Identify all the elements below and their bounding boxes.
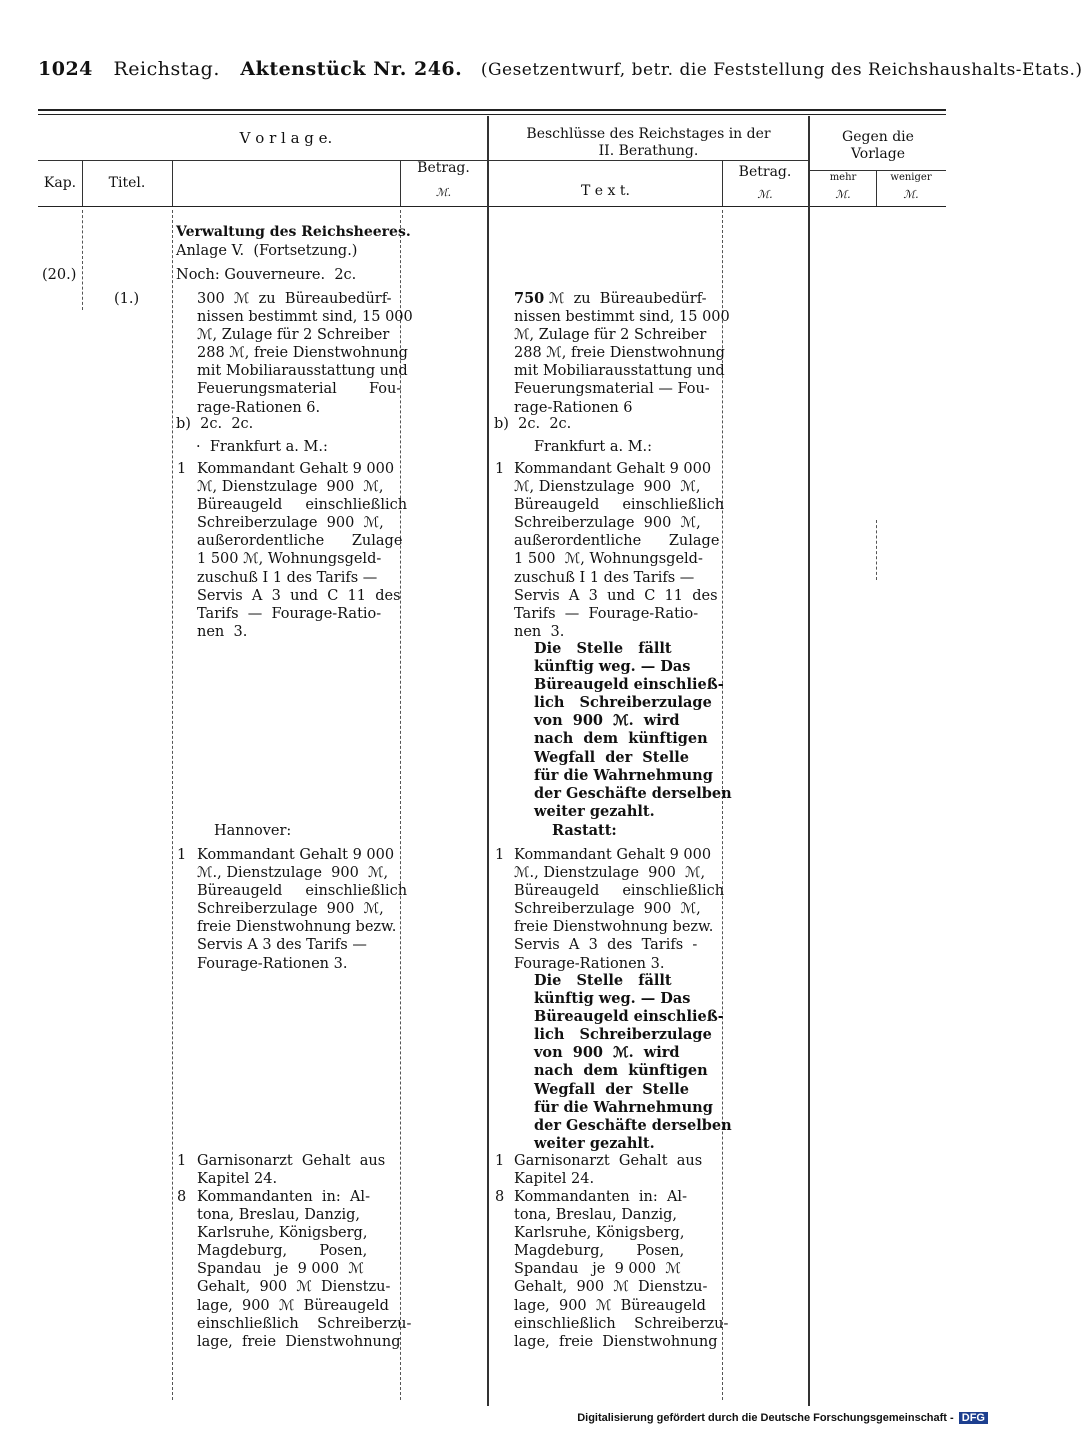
col-weniger: weniger bbox=[890, 172, 932, 183]
col-beschluesse: Beschlüsse des Reichstages in der II. Berathung. bbox=[526, 126, 771, 159]
divider-gegen bbox=[808, 116, 810, 1406]
col-betrag-right: Betrag. bbox=[738, 164, 792, 180]
right-kommandanten-text: Kommandanten in: Al- tona, Breslau, Danzig, Karlsruhe, Königsberg, Magdeburg, Posen, Spandau je 9 000 ℳ Gehalt, 900 ℳ Dienstzu- lage, 900 ℳ Büreaugeld einschließlich Schreiberzu- lage, freie Dienstwohnung bbox=[514, 1189, 729, 1350]
dfg-logo: DFG bbox=[959, 1412, 988, 1424]
left-frankfurt-text: Kommandant Gehalt 9 000 ℳ, Dienstzulage 900 ℳ, Büreaugeld einschließlich Schreiberzulage 900 ℳ, außerordentliche Zulage 1 500 ℳ, Wohnungsgeld- zuschuß I 1 des Tarifs — Servis A 3 und C 11 des Tarifs — Fourage-Ratio- nen 3. bbox=[197, 461, 408, 640]
right-b-item: b) 2c. 2c. bbox=[494, 416, 572, 432]
left-frankfurt-count: 1 bbox=[177, 461, 187, 477]
header-subject: (Gesetzentwurf, betr. die Feststellung des Reichshaushalts-Etats.) bbox=[480, 60, 1083, 80]
col-betrag-left: Betrag. bbox=[417, 160, 470, 176]
right-rastatt-note: Die Stelle fällt künftig weg. — Das Büreaugeld einschließ- lich Schreiberzulage von 900 ℳ. wird nach dem künftigen Wegfall der Stelle für die Wahrnehmung der Geschäfte derselben weiter gezahlt. bbox=[534, 972, 732, 1152]
right-frankfurt-note: Die Stelle fällt künftig weg. — Das Büreaugeld einschließ- lich Schreiberzulage von 900 ℳ. wird nach dem künftigen Wegfall der Stelle für die Wahrnehmung der Geschäfte derselben weiter gezahlt. bbox=[534, 640, 732, 820]
right-amount-750: 750 bbox=[514, 290, 545, 307]
left-frankfurt-heading: · Frankfurt a. M.: bbox=[196, 439, 328, 455]
col-kap: Kap. bbox=[43, 175, 77, 191]
footer-credit bbox=[577, 1412, 988, 1424]
right-frankfurt-text: Kommandant Gehalt 9 000 ℳ, Dienstzulage 900 ℳ, Büreaugeld einschließlich Schreiberzulage 900 ℳ, außerordentliche Zulage 1 500 ℳ, Wohnungsgeld- zuschuß I 1 des Tarifs — Servis A 3 und C 11 des Tarifs — Fourage-Ratio- nen 3. bbox=[514, 461, 725, 640]
left-hannover-text: Kommandant Gehalt 9 000 ℳ., Dienstzulage 900 ℳ, Büreaugeld einschließlich Schreiberzulage 900 ℳ, freie Dienstwohnung bezw. Servis A 3 des Tarifs — Fourage-Rationen 3. bbox=[197, 847, 408, 972]
left-arzt-count: 1 bbox=[177, 1153, 187, 1169]
page-header bbox=[38, 58, 1083, 80]
guide-kap bbox=[82, 210, 83, 310]
left-arzt-text: Garnisonarzt Gehalt aus Kapitel 24. bbox=[197, 1153, 386, 1188]
col-text: T e x t. bbox=[581, 183, 630, 199]
col-unit-left: ℳ. bbox=[435, 186, 452, 199]
kap-number: (20.) bbox=[42, 267, 77, 283]
col-unit-mehr: ℳ. bbox=[835, 188, 851, 201]
left-hannover-heading: Hannover: bbox=[214, 823, 292, 839]
right-frankfurt-count: 1 bbox=[495, 461, 505, 477]
guide-mehr bbox=[876, 520, 877, 580]
gegen-underline bbox=[810, 170, 946, 171]
right-rastatt-count: 1 bbox=[495, 847, 505, 863]
section-title: Verwaltung des Reichsheeres. bbox=[176, 224, 411, 240]
right-paragraph-1 bbox=[514, 290, 730, 417]
col-unit-weniger: ℳ. bbox=[903, 188, 919, 201]
col-mehr: mehr bbox=[829, 172, 857, 183]
left-hannover-count: 1 bbox=[177, 847, 187, 863]
right-arzt-text: Garnisonarzt Gehalt aus Kapitel 24. bbox=[514, 1153, 703, 1188]
right-frankfurt-heading: Frankfurt a. M.: bbox=[534, 439, 653, 455]
left-paragraph-1: 300 ℳ zu Büreaubedürf- nissen bestimmt sind, 15 000 ℳ, Zulage für 2 Schreiber 288 ℳ, freie Dienstwohnung mit Mobiliarausstattung und Feuerungsmaterial Fou- rage-Rationen 6. bbox=[197, 291, 413, 416]
page-number: 1024 bbox=[38, 58, 93, 80]
header-source: Reichstag. bbox=[113, 58, 220, 80]
titel-number: (1.) bbox=[114, 291, 140, 307]
footer-text: Digitalisierung gefördert durch die Deutsche Forschungsgemeinschaft - bbox=[577, 1412, 954, 1424]
noch-gouverneure: Noch: Gouverneure. 2c. bbox=[176, 267, 357, 283]
divider-main bbox=[487, 116, 489, 1406]
divider-titel bbox=[172, 160, 173, 206]
left-kommandanten-text: Kommandanten in: Al- tona, Breslau, Danzig, Karlsruhe, Königsberg, Magdeburg, Posen, Spandau je 9 000 ℳ Gehalt, 900 ℳ Dienstzu- lage, 900 ℳ Büreaugeld einschließlich Schreiberzu- lage, freie Dienstwohnung bbox=[197, 1189, 412, 1350]
section-subtitle: Anlage V. (Fortsetzung.) bbox=[176, 243, 358, 259]
col-vorlage: V o r l a g e. bbox=[239, 129, 333, 147]
beschluss-underline bbox=[489, 160, 808, 161]
col-unit-right: ℳ. bbox=[757, 188, 773, 201]
right-rastatt-text: Kommandant Gehalt 9 000 ℳ., Dienstzulage 900 ℳ, Büreaugeld einschließlich Schreiberzulage 900 ℳ, freie Dienstwohnung bezw. Servis A 3 des Tarifs - Fourage-Rationen 3. bbox=[514, 847, 725, 972]
left-b-item: b) 2c. 2c. bbox=[176, 416, 254, 432]
col-gegen: Gegen die Vorlage bbox=[842, 129, 914, 162]
col-titel: Titel. bbox=[108, 175, 146, 191]
top-rule-thin bbox=[38, 114, 946, 115]
right-paragraph-1-text: ℳ zu Büreaubedürf- nissen bestimmt sind, 15 000 ℳ, Zulage für 2 Schreiber 288 ℳ, freie Dienstwohnung mit Mobiliarausstattung und Feuerungsmaterial — Fou- rage-Rationen 6 bbox=[514, 291, 730, 416]
right-kommandanten-count: 8 bbox=[495, 1189, 505, 1205]
top-rule bbox=[38, 109, 946, 111]
left-kommandanten-count: 8 bbox=[177, 1189, 187, 1205]
right-arzt-count: 1 bbox=[495, 1153, 505, 1169]
guide-titel bbox=[172, 210, 173, 1400]
header-doc: Aktenstück Nr. 246. bbox=[240, 58, 463, 80]
right-rastatt-heading: Rastatt: bbox=[552, 822, 617, 839]
